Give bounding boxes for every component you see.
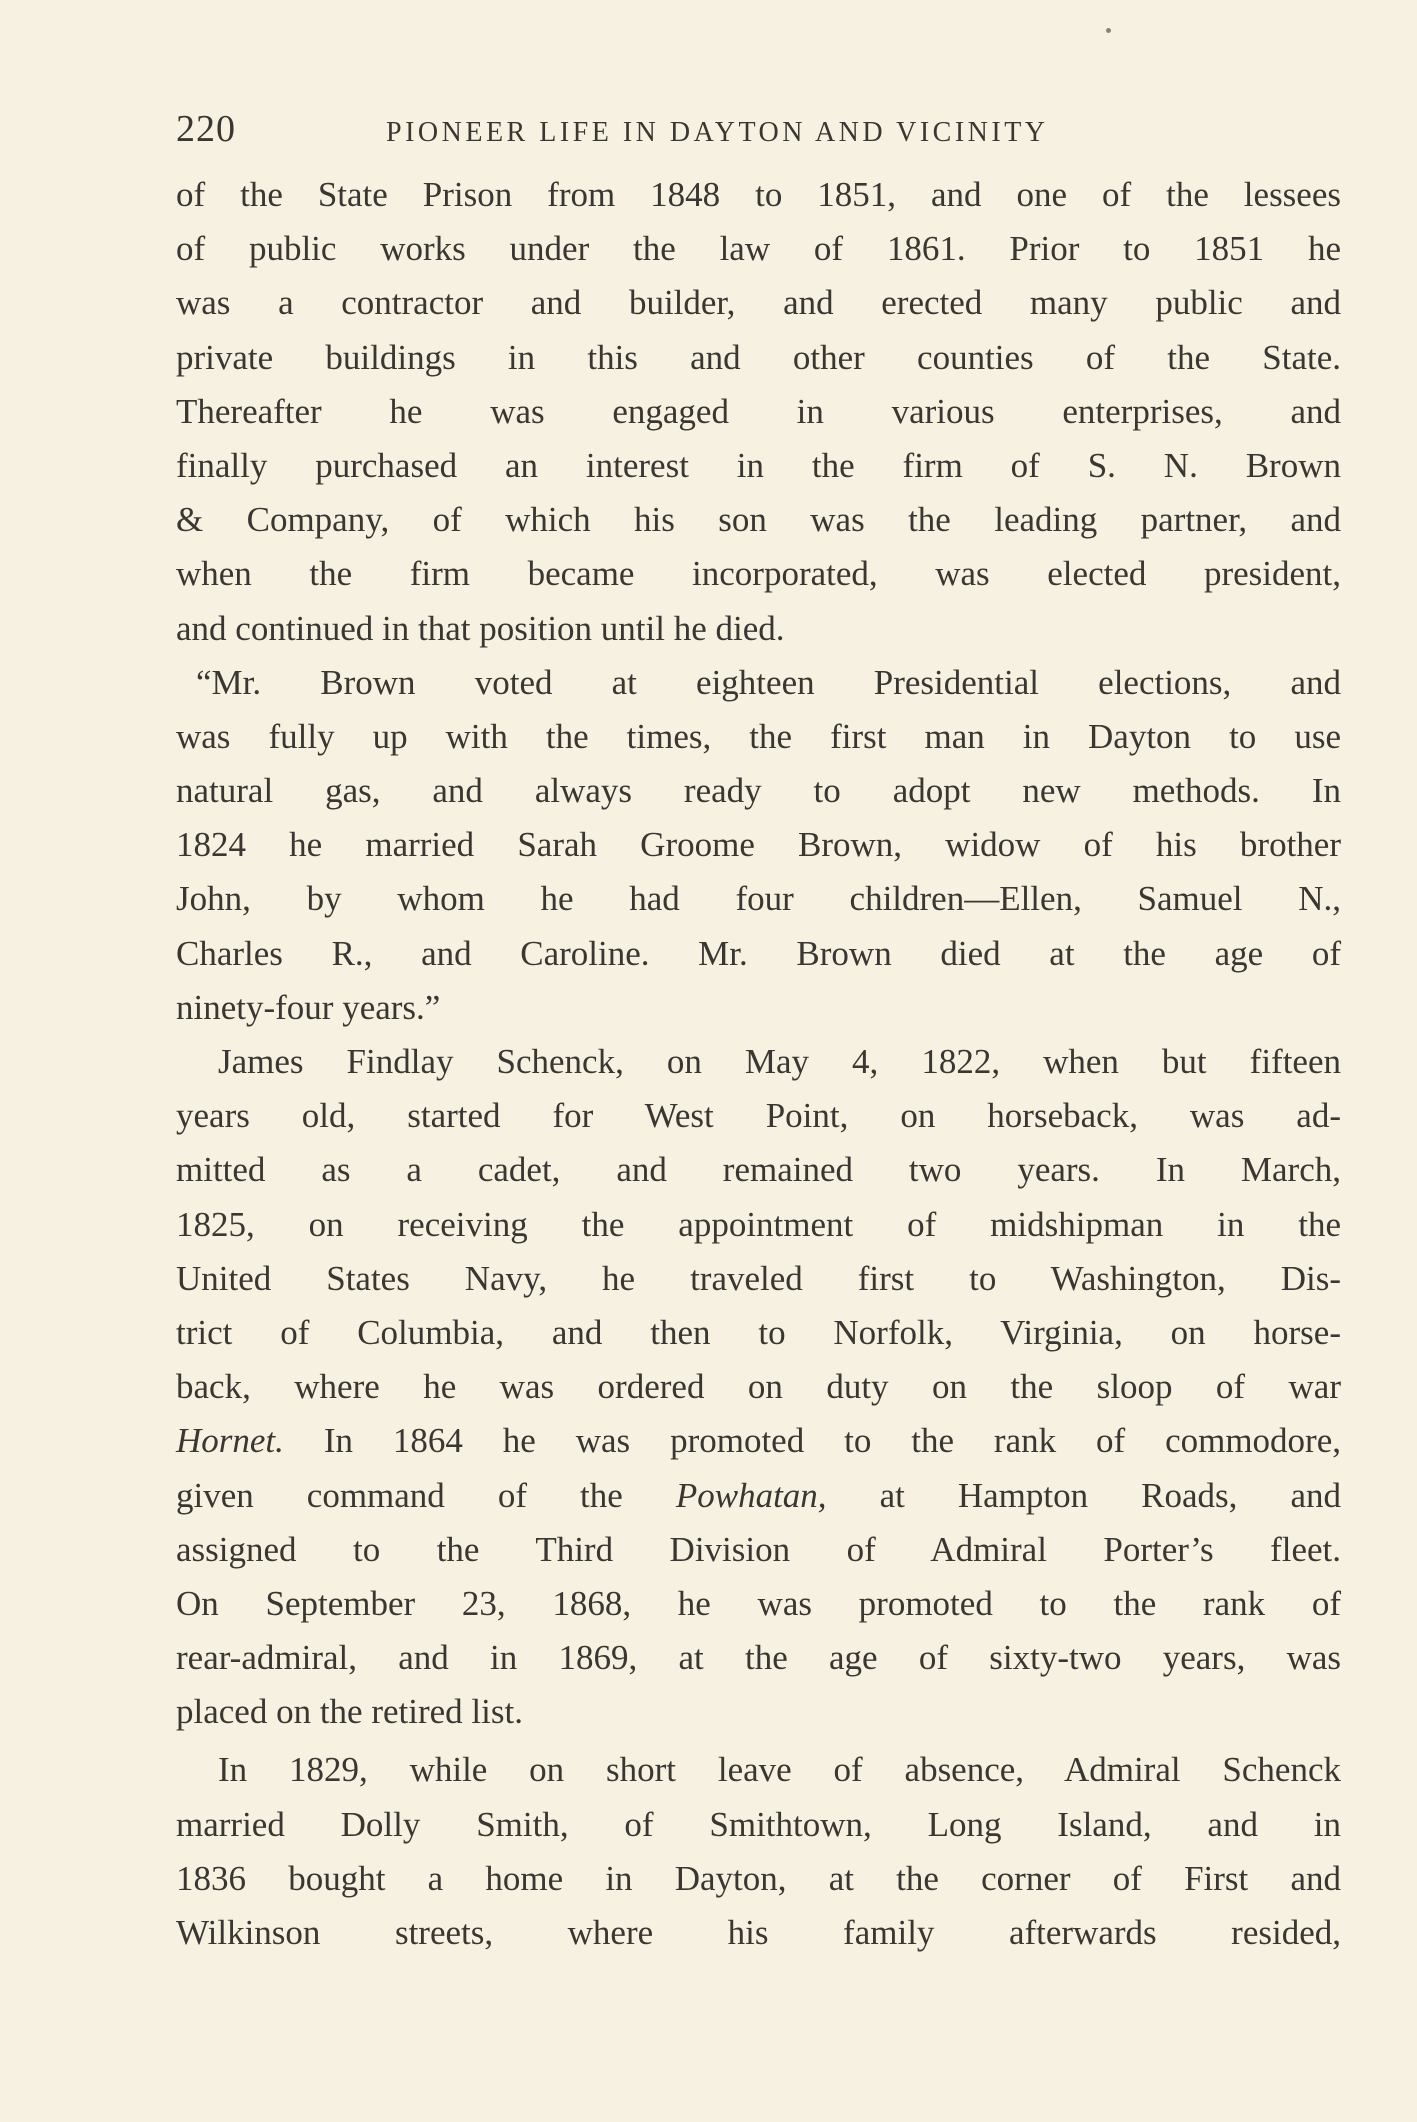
text-line: of public works under the law of 1861. Prior to 1851 he: [176, 229, 1341, 269]
text-line: On September 23, 1868, he was promoted to the rank of: [176, 1583, 1341, 1623]
text-line: Wilkinson streets, where his family afterwards resided,: [176, 1913, 1341, 1952]
text-line: ninety-four years.”: [176, 987, 441, 1027]
text-line: [176, 1469, 1341, 1523]
running-head: PIONEER LIFE IN DAYTON AND VICINITY: [386, 117, 1049, 148]
text-line: United States Navy, he traveled first to Washington, Dis-: [176, 1258, 1341, 1298]
body-text: [176, 168, 1341, 1960]
text-line: placed on the retired list.: [176, 1692, 523, 1732]
text-line: [176, 1414, 1341, 1468]
text-line: John, by whom he had four children—Ellen, Samuel N.,: [176, 879, 1341, 919]
text-line: married Dolly Smith, of Smithtown, Long Island, and in: [176, 1804, 1341, 1844]
ship-name-hornet: Hornet.: [176, 1421, 284, 1461]
text-line: rear-admiral, and in 1869, at the age of sixty-two years, was: [176, 1638, 1341, 1678]
paragraph-start-line: In 1829, while on short leave of absence, Admiral Schenck: [218, 1750, 1341, 1790]
paper-speck: [1106, 28, 1111, 33]
text-line: finally purchased an interest in the firm of S. N. Brown: [176, 445, 1341, 485]
text-line: was fully up with the times, the first man in Dayton to use: [176, 716, 1341, 756]
text-line: trict of Columbia, and then to Norfolk, Virginia, on horse-: [176, 1312, 1341, 1352]
paragraph-start-line: James Findlay Schenck, on May 4, 1822, when but fifteen: [218, 1042, 1341, 1081]
line-rest: In 1864 he was promoted to the rank of commodore,: [283, 1421, 1341, 1461]
text-line: natural gas, and always ready to adopt new methods. In: [176, 771, 1341, 811]
text-line: when the firm became incorporated, was elected president,: [176, 554, 1341, 594]
text-line: Charles R., and Caroline. Mr. Brown died at the age of: [176, 933, 1341, 973]
text-line: was a contractor and builder, and erected many public and: [176, 283, 1341, 323]
text-line: back, where he was ordered on duty on the sloop of war: [176, 1367, 1341, 1407]
text-line: & Company, of which his son was the leading partner, and: [176, 500, 1341, 540]
ship-name-powhatan: Powhatan,: [675, 1475, 827, 1515]
text-line: 1825, on receiving the appointment of midshipman in the: [176, 1204, 1341, 1244]
text-line: years old, started for West Point, on horseback, was ad-: [176, 1096, 1341, 1136]
page-header: [176, 104, 1341, 154]
text-line: Thereafter he was engaged in various enterprises, and: [176, 391, 1341, 431]
text-line: assigned to the Third Division of Admiral Porter’s fleet.: [176, 1529, 1341, 1569]
text-line: 1824 he married Sarah Groome Brown, widow of his brother: [176, 825, 1341, 865]
text-line: private buildings in this and other counties of the State.: [176, 337, 1341, 377]
paragraph-start-line: “Mr. Brown voted at eighteen Presidential elections, and: [196, 662, 1341, 702]
line-pre: given command of the: [176, 1475, 676, 1515]
text-line: mitted as a cadet, and remained two years. In March,: [176, 1150, 1341, 1190]
text-line: and continued in that position until he died.: [176, 608, 785, 648]
text-line: of the State Prison from 1848 to 1851, and one of the lessees: [176, 175, 1341, 214]
line-rest: at Hampton Roads, and: [826, 1475, 1341, 1515]
text-line: 1836 bought a home in Dayton, at the corner of First and: [176, 1858, 1341, 1898]
page-number: 220: [176, 108, 236, 150]
